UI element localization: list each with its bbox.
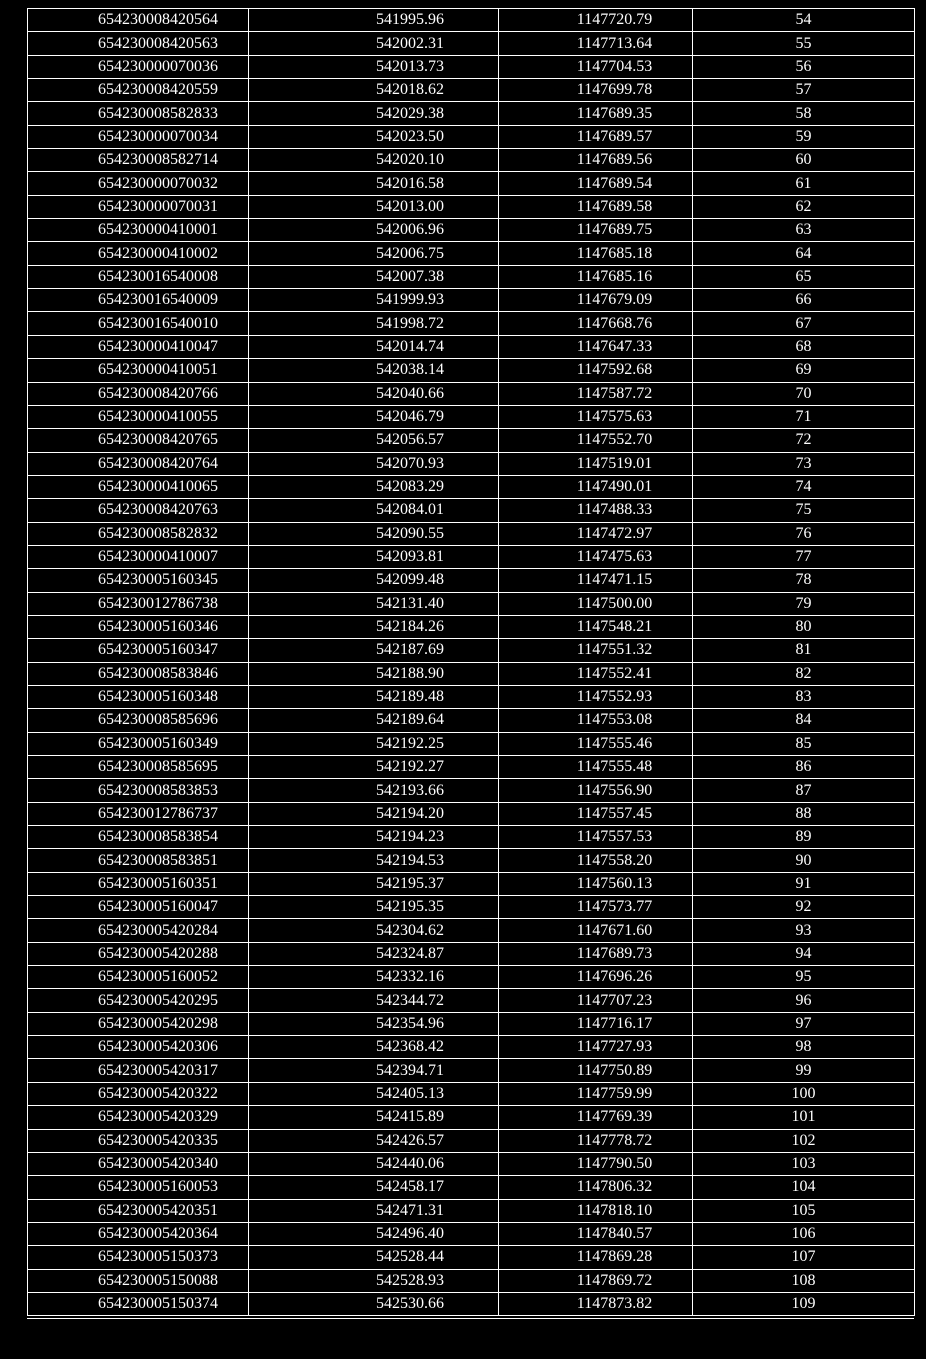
parcel-id-cell: 654230016540008: [28, 265, 249, 288]
point-number-cell: 102: [693, 1129, 915, 1152]
point-number-cell: 108: [693, 1269, 915, 1292]
x-coordinate-cell: 542344.72: [249, 989, 499, 1012]
y-coordinate-cell: 1147699.78: [499, 79, 693, 102]
y-coordinate-cell: 1147707.23: [499, 989, 693, 1012]
parcel-id-cell: 654230008420559: [28, 79, 249, 102]
y-coordinate-cell: 1147689.57: [499, 125, 693, 148]
table-bottom-rule: [27, 1318, 914, 1319]
x-coordinate-cell: 542194.20: [249, 802, 499, 825]
point-number-cell: 55: [693, 32, 915, 55]
point-number-cell: 101: [693, 1106, 915, 1129]
x-coordinate-cell: 542193.66: [249, 779, 499, 802]
point-number-cell: 97: [693, 1012, 915, 1035]
point-number-cell: 78: [693, 569, 915, 592]
x-coordinate-cell: 542194.53: [249, 849, 499, 872]
y-coordinate-cell: 1147555.48: [499, 756, 693, 779]
y-coordinate-cell: 1147713.64: [499, 32, 693, 55]
parcel-id-cell: 654230005420317: [28, 1059, 249, 1082]
y-coordinate-cell: 1147560.13: [499, 872, 693, 895]
x-coordinate-cell: 542013.73: [249, 55, 499, 78]
y-coordinate-cell: 1147471.15: [499, 569, 693, 592]
table-row: [28, 802, 915, 825]
parcel-id-cell: 654230005150374: [28, 1292, 249, 1315]
point-number-cell: 56: [693, 55, 915, 78]
table-row: [28, 615, 915, 638]
parcel-id-cell: 654230005420351: [28, 1199, 249, 1222]
parcel-id-cell: 654230005420322: [28, 1082, 249, 1105]
y-coordinate-cell: 1147557.45: [499, 802, 693, 825]
table-row: [28, 545, 915, 568]
point-number-cell: 79: [693, 592, 915, 615]
x-coordinate-cell: 542440.06: [249, 1152, 499, 1175]
y-coordinate-cell: 1147840.57: [499, 1222, 693, 1245]
x-coordinate-cell: 542084.01: [249, 499, 499, 522]
parcel-id-cell: 654230008420763: [28, 499, 249, 522]
x-coordinate-cell: 542528.44: [249, 1246, 499, 1269]
point-number-cell: 58: [693, 102, 915, 125]
y-coordinate-cell: 1147647.33: [499, 335, 693, 358]
point-number-cell: 82: [693, 662, 915, 685]
parcel-id-cell: 654230000070034: [28, 125, 249, 148]
y-coordinate-cell: 1147685.18: [499, 242, 693, 265]
parcel-id-cell: 654230008420764: [28, 452, 249, 475]
y-coordinate-cell: 1147556.90: [499, 779, 693, 802]
y-coordinate-cell: 1147548.21: [499, 615, 693, 638]
table-row: [28, 1152, 915, 1175]
y-coordinate-cell: 1147704.53: [499, 55, 693, 78]
parcel-id-cell: 654230008583854: [28, 826, 249, 849]
point-number-cell: 74: [693, 475, 915, 498]
parcel-id-cell: 654230000070036: [28, 55, 249, 78]
y-coordinate-cell: 1147689.56: [499, 149, 693, 172]
x-coordinate-cell: 541998.72: [249, 312, 499, 335]
parcel-id-cell: 654230005160349: [28, 732, 249, 755]
x-coordinate-cell: 542426.57: [249, 1129, 499, 1152]
y-coordinate-cell: 1147573.77: [499, 896, 693, 919]
point-number-cell: 80: [693, 615, 915, 638]
point-number-cell: 66: [693, 289, 915, 312]
point-number-cell: 75: [693, 499, 915, 522]
point-number-cell: 81: [693, 639, 915, 662]
point-number-cell: 106: [693, 1222, 915, 1245]
table-row: [28, 732, 915, 755]
point-number-cell: 76: [693, 522, 915, 545]
y-coordinate-cell: 1147778.72: [499, 1129, 693, 1152]
x-coordinate-cell: 542006.96: [249, 219, 499, 242]
parcel-id-cell: 654230005160047: [28, 896, 249, 919]
table-row: [28, 1059, 915, 1082]
y-coordinate-cell: 1147592.68: [499, 359, 693, 382]
x-coordinate-cell: 541995.96: [249, 9, 499, 32]
x-coordinate-cell: 542020.10: [249, 149, 499, 172]
point-number-cell: 72: [693, 429, 915, 452]
parcel-id-cell: 654230008420766: [28, 382, 249, 405]
table-row: [28, 966, 915, 989]
table-row: [28, 1222, 915, 1245]
table-row: [28, 849, 915, 872]
y-coordinate-cell: 1147552.41: [499, 662, 693, 685]
x-coordinate-cell: 542090.55: [249, 522, 499, 545]
x-coordinate-cell: 542471.31: [249, 1199, 499, 1222]
y-coordinate-cell: 1147587.72: [499, 382, 693, 405]
point-number-cell: 54: [693, 9, 915, 32]
table-row: [28, 872, 915, 895]
point-number-cell: 68: [693, 335, 915, 358]
x-coordinate-cell: 542304.62: [249, 919, 499, 942]
y-coordinate-cell: 1147472.97: [499, 522, 693, 545]
point-number-cell: 94: [693, 942, 915, 965]
table-row: [28, 475, 915, 498]
parcel-id-cell: 654230005150088: [28, 1269, 249, 1292]
y-coordinate-cell: 1147475.63: [499, 545, 693, 568]
x-coordinate-cell: 542405.13: [249, 1082, 499, 1105]
parcel-id-cell: 654230005160052: [28, 966, 249, 989]
point-number-cell: 100: [693, 1082, 915, 1105]
x-coordinate-cell: 542040.66: [249, 382, 499, 405]
point-number-cell: 103: [693, 1152, 915, 1175]
point-number-cell: 88: [693, 802, 915, 825]
table-row: [28, 779, 915, 802]
x-coordinate-cell: 542184.26: [249, 615, 499, 638]
x-coordinate-cell: 542332.16: [249, 966, 499, 989]
table-row: [28, 125, 915, 148]
point-number-cell: 84: [693, 709, 915, 732]
table-row: [28, 359, 915, 382]
table-row: [28, 1082, 915, 1105]
table-row: [28, 499, 915, 522]
y-coordinate-cell: 1147553.08: [499, 709, 693, 732]
parcel-id-cell: 654230005420364: [28, 1222, 249, 1245]
x-coordinate-cell: 542194.23: [249, 826, 499, 849]
point-number-cell: 59: [693, 125, 915, 148]
x-coordinate-cell: 542394.71: [249, 1059, 499, 1082]
parcel-id-cell: 654230016540010: [28, 312, 249, 335]
table-row: [28, 429, 915, 452]
parcel-id-cell: 654230005160348: [28, 685, 249, 708]
parcel-id-cell: 654230000410047: [28, 335, 249, 358]
parcel-id-cell: 654230008420765: [28, 429, 249, 452]
x-coordinate-cell: 542189.48: [249, 685, 499, 708]
y-coordinate-cell: 1147790.50: [499, 1152, 693, 1175]
table-row: [28, 172, 915, 195]
y-coordinate-cell: 1147806.32: [499, 1176, 693, 1199]
point-number-cell: 61: [693, 172, 915, 195]
table-row: [28, 1292, 915, 1315]
parcel-id-cell: 654230000410065: [28, 475, 249, 498]
coordinate-table-body: [28, 9, 915, 1316]
table-row: [28, 685, 915, 708]
y-coordinate-cell: 1147750.89: [499, 1059, 693, 1082]
point-number-cell: 86: [693, 756, 915, 779]
y-coordinate-cell: 1147668.76: [499, 312, 693, 335]
y-coordinate-cell: 1147519.01: [499, 452, 693, 475]
parcel-id-cell: 654230008582832: [28, 522, 249, 545]
x-coordinate-cell: 542192.25: [249, 732, 499, 755]
parcel-id-cell: 654230000410051: [28, 359, 249, 382]
point-number-cell: 95: [693, 966, 915, 989]
y-coordinate-cell: 1147689.54: [499, 172, 693, 195]
x-coordinate-cell: 542192.27: [249, 756, 499, 779]
parcel-id-cell: 654230012786737: [28, 802, 249, 825]
table-row: [28, 79, 915, 102]
y-coordinate-cell: 1147689.35: [499, 102, 693, 125]
x-coordinate-cell: 542046.79: [249, 405, 499, 428]
y-coordinate-cell: 1147488.33: [499, 499, 693, 522]
y-coordinate-cell: 1147818.10: [499, 1199, 693, 1222]
parcel-id-cell: 654230008585696: [28, 709, 249, 732]
table-row: [28, 639, 915, 662]
table-row: [28, 335, 915, 358]
y-coordinate-cell: 1147552.70: [499, 429, 693, 452]
parcel-id-cell: 654230005420340: [28, 1152, 249, 1175]
x-coordinate-cell: 542187.69: [249, 639, 499, 662]
parcel-id-cell: 654230000410001: [28, 219, 249, 242]
point-number-cell: 96: [693, 989, 915, 1012]
parcel-id-cell: 654230005160346: [28, 615, 249, 638]
table-row: [28, 452, 915, 475]
x-coordinate-cell: 542093.81: [249, 545, 499, 568]
point-number-cell: 90: [693, 849, 915, 872]
parcel-id-cell: 654230008582714: [28, 149, 249, 172]
table-row: [28, 195, 915, 218]
y-coordinate-cell: 1147689.73: [499, 942, 693, 965]
x-coordinate-cell: 541999.93: [249, 289, 499, 312]
point-number-cell: 71: [693, 405, 915, 428]
y-coordinate-cell: 1147696.26: [499, 966, 693, 989]
table-row: [28, 149, 915, 172]
parcel-id-cell: 654230008582833: [28, 102, 249, 125]
y-coordinate-cell: 1147551.32: [499, 639, 693, 662]
table-row: [28, 662, 915, 685]
table-row: [28, 405, 915, 428]
parcel-id-cell: 654230005160345: [28, 569, 249, 592]
point-number-cell: 60: [693, 149, 915, 172]
table-row: [28, 9, 915, 32]
parcel-id-cell: 654230016540009: [28, 289, 249, 312]
y-coordinate-cell: 1147869.72: [499, 1269, 693, 1292]
table-row: [28, 1106, 915, 1129]
x-coordinate-cell: 542415.89: [249, 1106, 499, 1129]
x-coordinate-cell: 542528.93: [249, 1269, 499, 1292]
x-coordinate-cell: 542368.42: [249, 1036, 499, 1059]
table-row: [28, 1176, 915, 1199]
x-coordinate-cell: 542195.37: [249, 872, 499, 895]
x-coordinate-cell: 542029.38: [249, 102, 499, 125]
y-coordinate-cell: 1147716.17: [499, 1012, 693, 1035]
x-coordinate-cell: 542324.87: [249, 942, 499, 965]
parcel-id-cell: 654230005160347: [28, 639, 249, 662]
point-number-cell: 99: [693, 1059, 915, 1082]
table-row: [28, 1036, 915, 1059]
parcel-id-cell: 654230008585695: [28, 756, 249, 779]
parcel-id-cell: 654230005420335: [28, 1129, 249, 1152]
parcel-id-cell: 654230005420306: [28, 1036, 249, 1059]
y-coordinate-cell: 1147720.79: [499, 9, 693, 32]
y-coordinate-cell: 1147500.00: [499, 592, 693, 615]
table-row: [28, 896, 915, 919]
point-number-cell: 89: [693, 826, 915, 849]
table-row: [28, 265, 915, 288]
y-coordinate-cell: 1147671.60: [499, 919, 693, 942]
point-number-cell: 87: [693, 779, 915, 802]
y-coordinate-cell: 1147873.82: [499, 1292, 693, 1315]
y-coordinate-cell: 1147557.53: [499, 826, 693, 849]
table-row: [28, 1269, 915, 1292]
x-coordinate-cell: 542023.50: [249, 125, 499, 148]
point-number-cell: 62: [693, 195, 915, 218]
y-coordinate-cell: 1147558.20: [499, 849, 693, 872]
point-number-cell: 64: [693, 242, 915, 265]
point-number-cell: 67: [693, 312, 915, 335]
parcel-id-cell: 654230012786738: [28, 592, 249, 615]
point-number-cell: 107: [693, 1246, 915, 1269]
point-number-cell: 93: [693, 919, 915, 942]
x-coordinate-cell: 542018.62: [249, 79, 499, 102]
table-row: [28, 826, 915, 849]
point-number-cell: 65: [693, 265, 915, 288]
parcel-id-cell: 654230008583853: [28, 779, 249, 802]
y-coordinate-cell: 1147759.99: [499, 1082, 693, 1105]
x-coordinate-cell: 542189.64: [249, 709, 499, 732]
x-coordinate-cell: 542013.00: [249, 195, 499, 218]
y-coordinate-cell: 1147769.39: [499, 1106, 693, 1129]
parcel-id-cell: 654230005420298: [28, 1012, 249, 1035]
parcel-id-cell: 654230000410055: [28, 405, 249, 428]
table-row: [28, 756, 915, 779]
parcel-id-cell: 654230005420295: [28, 989, 249, 1012]
y-coordinate-cell: 1147689.75: [499, 219, 693, 242]
y-coordinate-cell: 1147555.46: [499, 732, 693, 755]
parcel-id-cell: 654230008583851: [28, 849, 249, 872]
table-row: [28, 709, 915, 732]
y-coordinate-cell: 1147490.01: [499, 475, 693, 498]
y-coordinate-cell: 1147552.93: [499, 685, 693, 708]
x-coordinate-cell: 542099.48: [249, 569, 499, 592]
table-row: [28, 55, 915, 78]
y-coordinate-cell: 1147685.16: [499, 265, 693, 288]
parcel-id-cell: 654230005420284: [28, 919, 249, 942]
coordinate-table-sheet: [27, 8, 914, 1316]
point-number-cell: 98: [693, 1036, 915, 1059]
x-coordinate-cell: 542038.14: [249, 359, 499, 382]
parcel-id-cell: 654230005150373: [28, 1246, 249, 1269]
point-number-cell: 63: [693, 219, 915, 242]
point-number-cell: 70: [693, 382, 915, 405]
table-row: [28, 289, 915, 312]
parcel-id-cell: 654230000070031: [28, 195, 249, 218]
parcel-id-cell: 654230000410002: [28, 242, 249, 265]
x-coordinate-cell: 542007.38: [249, 265, 499, 288]
y-coordinate-cell: 1147679.09: [499, 289, 693, 312]
x-coordinate-cell: 542083.29: [249, 475, 499, 498]
parcel-id-cell: 654230000410007: [28, 545, 249, 568]
table-row: [28, 242, 915, 265]
point-number-cell: 77: [693, 545, 915, 568]
point-number-cell: 91: [693, 872, 915, 895]
point-number-cell: 109: [693, 1292, 915, 1315]
x-coordinate-cell: 542016.58: [249, 172, 499, 195]
parcel-id-cell: 654230005160351: [28, 872, 249, 895]
parcel-id-cell: 654230000070032: [28, 172, 249, 195]
parcel-id-cell: 654230005420329: [28, 1106, 249, 1129]
coordinate-table: [27, 8, 915, 1316]
table-row: [28, 989, 915, 1012]
parcel-id-cell: 654230008420564: [28, 9, 249, 32]
x-coordinate-cell: 542070.93: [249, 452, 499, 475]
point-number-cell: 73: [693, 452, 915, 475]
table-row: [28, 102, 915, 125]
table-row: [28, 312, 915, 335]
table-row: [28, 1246, 915, 1269]
y-coordinate-cell: 1147869.28: [499, 1246, 693, 1269]
point-number-cell: 57: [693, 79, 915, 102]
table-row: [28, 382, 915, 405]
point-number-cell: 105: [693, 1199, 915, 1222]
parcel-id-cell: 654230008420563: [28, 32, 249, 55]
parcel-id-cell: 654230008583846: [28, 662, 249, 685]
table-row: [28, 592, 915, 615]
point-number-cell: 92: [693, 896, 915, 919]
x-coordinate-cell: 542496.40: [249, 1222, 499, 1245]
y-coordinate-cell: 1147727.93: [499, 1036, 693, 1059]
point-number-cell: 83: [693, 685, 915, 708]
table-row: [28, 942, 915, 965]
point-number-cell: 104: [693, 1176, 915, 1199]
x-coordinate-cell: 542188.90: [249, 662, 499, 685]
point-number-cell: 85: [693, 732, 915, 755]
parcel-id-cell: 654230005420288: [28, 942, 249, 965]
table-row: [28, 1199, 915, 1222]
x-coordinate-cell: 542014.74: [249, 335, 499, 358]
x-coordinate-cell: 542002.31: [249, 32, 499, 55]
x-coordinate-cell: 542131.40: [249, 592, 499, 615]
table-row: [28, 919, 915, 942]
x-coordinate-cell: 542195.35: [249, 896, 499, 919]
table-row: [28, 1129, 915, 1152]
table-row: [28, 569, 915, 592]
table-row: [28, 219, 915, 242]
x-coordinate-cell: 542458.17: [249, 1176, 499, 1199]
x-coordinate-cell: 542056.57: [249, 429, 499, 452]
parcel-id-cell: 654230005160053: [28, 1176, 249, 1199]
table-row: [28, 32, 915, 55]
table-row: [28, 522, 915, 545]
x-coordinate-cell: 542006.75: [249, 242, 499, 265]
x-coordinate-cell: 542530.66: [249, 1292, 499, 1315]
point-number-cell: 69: [693, 359, 915, 382]
table-row: [28, 1012, 915, 1035]
x-coordinate-cell: 542354.96: [249, 1012, 499, 1035]
y-coordinate-cell: 1147689.58: [499, 195, 693, 218]
y-coordinate-cell: 1147575.63: [499, 405, 693, 428]
